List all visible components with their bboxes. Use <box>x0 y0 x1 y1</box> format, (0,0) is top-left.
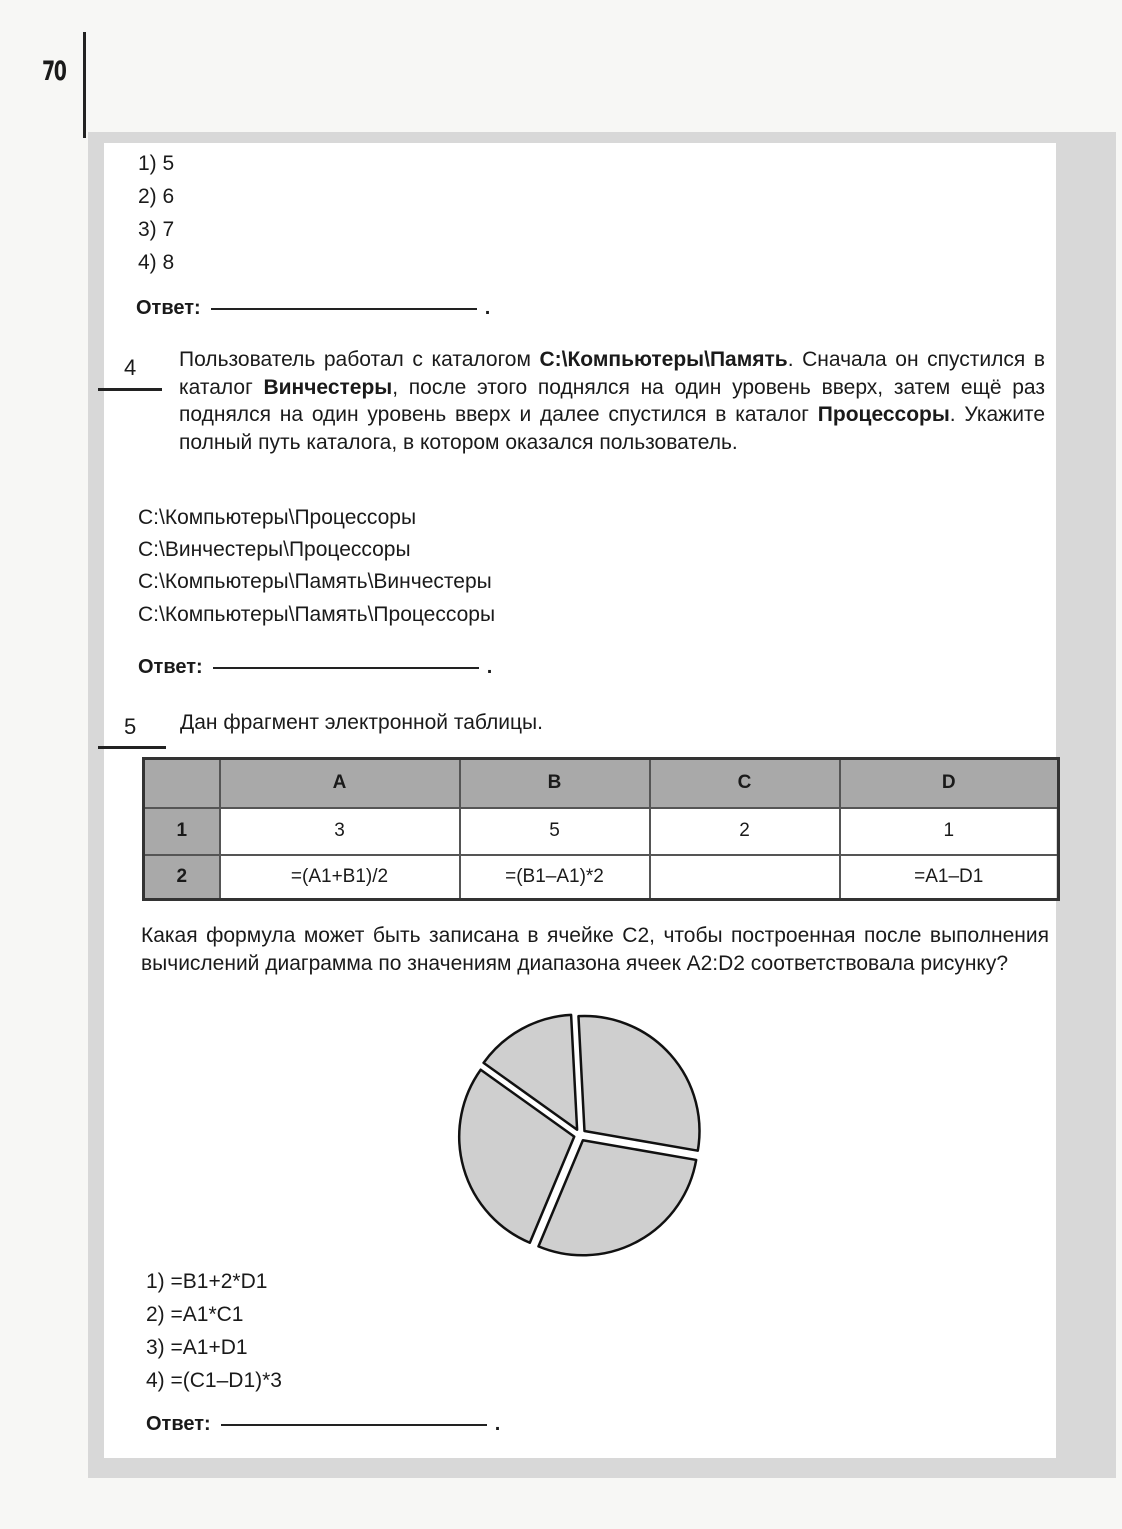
table-row <box>144 855 1059 900</box>
cell-d2: =A1–D1 <box>840 855 1059 900</box>
path-start: С:\Компьютеры\Память <box>539 348 788 371</box>
col-header-a: A <box>220 759 460 808</box>
task-4-option-1: С:\Компьютеры\Процессоры <box>138 506 417 529</box>
col-header-c: C <box>650 759 840 808</box>
task-4-text-part: . Сначала он спустился в каталог <box>179 348 1045 399</box>
cell-a2: =(A1+B1)/2 <box>220 855 460 900</box>
row-header-1: 1 <box>144 808 220 855</box>
task-5-answer-row: Ответ: . <box>146 1413 501 1435</box>
answer-field[interactable] <box>211 308 477 310</box>
task-5-underline <box>98 746 166 749</box>
col-header-b: B <box>460 759 650 808</box>
margin-rule <box>83 32 86 138</box>
task-5-number: 5 <box>124 714 137 739</box>
answer-label: Ответ: <box>136 297 201 319</box>
cell-c2 <box>650 855 840 900</box>
prev-answer-row: Ответ: . <box>136 297 491 319</box>
page-number: 70 <box>42 56 66 87</box>
task-4-option-2: С:\Винчестеры\Процессоры <box>138 538 411 561</box>
cell-d1: 1 <box>840 808 1059 855</box>
row-header-2: 2 <box>144 855 220 900</box>
task-5-option-2: 2) =A1*C1 <box>146 1303 244 1326</box>
pie-slice-a2 <box>578 1016 699 1151</box>
task-4-number: 4 <box>124 355 137 380</box>
task-4-option-3: С:\Компьютеры\Память\Винчестеры <box>138 570 492 593</box>
answer-label: Ответ: <box>146 1413 211 1435</box>
task-5-option-1: 1) =В1+2*D1 <box>146 1270 268 1293</box>
dir-vinchestery: Винчестеры <box>263 375 393 399</box>
cell-b2: =(B1–A1)*2 <box>460 855 650 900</box>
task-4-answer-row: Ответ: . <box>138 656 493 678</box>
spreadsheet-fragment <box>142 757 1060 901</box>
prev-option-2: 2) 6 <box>138 185 175 208</box>
answer-field[interactable] <box>213 667 479 669</box>
task-4-underline <box>98 388 162 391</box>
prev-option-1: 1) 5 <box>138 152 175 175</box>
col-header-d: D <box>840 759 1059 808</box>
table-row <box>144 808 1059 855</box>
cell-c1: 2 <box>650 808 840 855</box>
pie-chart <box>440 1000 730 1270</box>
prev-option-4: 4) 8 <box>138 251 175 274</box>
task-4-text <box>179 346 1045 456</box>
task-4-option-4: С:\Компьютеры\Память\Процессоры <box>138 603 496 626</box>
task-4-text-part: , после этого поднялся на один уровень вверх, затем ещё раз поднялся на один уровень вверх и далее спустился в каталог <box>179 375 1045 426</box>
answer-label: Ответ: <box>138 656 203 678</box>
task-5-intro: Дан фрагмент электронной таблицы. <box>180 711 543 734</box>
task-5-option-3: 3) =A1+D1 <box>146 1336 248 1359</box>
task-4-text-part: Пользователь работал с каталогом <box>179 348 540 371</box>
cell-b1: 5 <box>460 808 650 855</box>
task-4-text-part: . Укажите полный путь каталога, в котором оказался пользователь. <box>179 403 1045 454</box>
task-5-option-4: 4) =(C1–D1)*3 <box>146 1369 282 1392</box>
header-row <box>144 759 1059 808</box>
dir-processory: Процессоры <box>817 403 950 426</box>
task-5-question: Какая формула может быть записана в ячейке С2, чтобы построенная после выполнения вычислений диаграмма по значениям диапазона ячеек А2:D2 соответствовала рисунку? <box>141 924 1049 975</box>
cell-a1: 3 <box>220 808 460 855</box>
answer-field[interactable] <box>221 1424 487 1426</box>
corner-cell <box>144 759 220 808</box>
prev-option-3: 3) 7 <box>138 218 175 241</box>
